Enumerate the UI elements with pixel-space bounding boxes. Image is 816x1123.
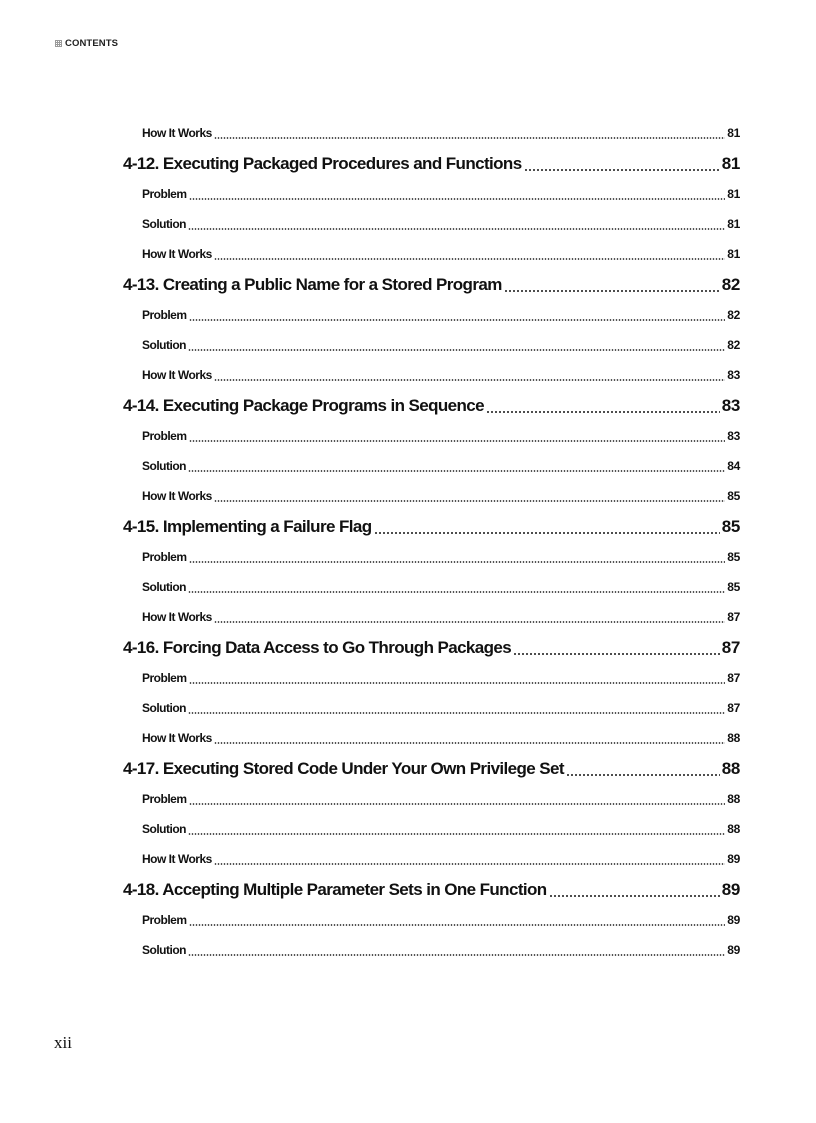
toc-recipe-entry[interactable] bbox=[123, 148, 740, 179]
toc-entry-page: 87 bbox=[727, 610, 740, 624]
toc-entry-page: 88 bbox=[727, 822, 740, 836]
toc-subentry[interactable] bbox=[123, 330, 740, 360]
toc-subentry[interactable] bbox=[123, 360, 740, 390]
toc-entry-title: Problem bbox=[142, 187, 187, 201]
toc-entry-page: 84 bbox=[727, 459, 740, 473]
dot-leader bbox=[214, 742, 725, 744]
toc-subentry[interactable] bbox=[123, 542, 740, 572]
dot-leader bbox=[189, 440, 726, 442]
toc-entry-title: Solution bbox=[142, 217, 186, 231]
toc-entry-title: Problem bbox=[142, 792, 187, 806]
toc-subentry[interactable] bbox=[123, 784, 740, 814]
dot-leader bbox=[189, 198, 726, 200]
toc-entry-title: How It Works bbox=[142, 247, 212, 261]
toc-entry-title: 4-15. Implementing a Failure Flag bbox=[123, 516, 372, 536]
toc-entry-title: Problem bbox=[142, 913, 187, 927]
dot-leader bbox=[374, 532, 720, 534]
toc-entry-page: 89 bbox=[727, 943, 740, 957]
dot-leader bbox=[549, 895, 720, 897]
toc-subentry[interactable] bbox=[123, 209, 740, 239]
toc-entry-title: How It Works bbox=[142, 489, 212, 503]
dot-leader bbox=[188, 591, 725, 593]
toc-entry-page: 88 bbox=[727, 792, 740, 806]
toc-entry-title: How It Works bbox=[142, 368, 212, 382]
toc-entry-page: 87 bbox=[721, 637, 740, 657]
dot-leader bbox=[214, 258, 725, 260]
toc-entry-page: 85 bbox=[727, 489, 740, 503]
running-header bbox=[55, 38, 118, 49]
toc-subentry[interactable] bbox=[123, 118, 740, 148]
toc-subentry[interactable] bbox=[123, 572, 740, 602]
toc-entry-title: 4-13. Creating a Public Name for a Stored Program bbox=[123, 274, 502, 294]
dot-leader bbox=[188, 349, 725, 351]
toc-entry-page: 83 bbox=[727, 429, 740, 443]
toc-entry-page: 83 bbox=[721, 395, 740, 415]
toc-entry-title: How It Works bbox=[142, 731, 212, 745]
toc-subentry[interactable] bbox=[123, 814, 740, 844]
toc-entry-page: 87 bbox=[727, 701, 740, 715]
toc-entry-title: How It Works bbox=[142, 610, 212, 624]
toc-entry-title: Solution bbox=[142, 701, 186, 715]
toc-entry-title: How It Works bbox=[142, 852, 212, 866]
toc-subentry[interactable] bbox=[123, 723, 740, 753]
dot-leader bbox=[189, 924, 726, 926]
toc-subentry[interactable] bbox=[123, 481, 740, 511]
toc-recipe-entry[interactable] bbox=[123, 874, 740, 905]
toc-entry-title: Problem bbox=[142, 671, 187, 685]
toc-subentry[interactable] bbox=[123, 663, 740, 693]
contents-grid-icon bbox=[55, 40, 62, 47]
dot-leader bbox=[214, 621, 725, 623]
dot-leader bbox=[188, 228, 725, 230]
toc-entry-title: Problem bbox=[142, 429, 187, 443]
toc-subentry[interactable] bbox=[123, 935, 740, 965]
toc-entry-title: 4-18. Accepting Multiple Parameter Sets in One Function bbox=[123, 879, 547, 899]
toc-recipe-entry[interactable] bbox=[123, 511, 740, 542]
dot-leader bbox=[188, 833, 725, 835]
toc-entry-title: 4-17. Executing Stored Code Under Your Own Privilege Set bbox=[123, 758, 564, 778]
dot-leader bbox=[189, 561, 726, 563]
toc-recipe-entry[interactable] bbox=[123, 269, 740, 300]
toc-entry-page: 81 bbox=[727, 217, 740, 231]
toc-entry-page: 81 bbox=[721, 153, 740, 173]
header-label: CONTENTS bbox=[65, 38, 119, 49]
toc-subentry[interactable] bbox=[123, 300, 740, 330]
toc-entry-title: Solution bbox=[142, 580, 186, 594]
dot-leader bbox=[189, 803, 726, 805]
toc-entry-title: Solution bbox=[142, 943, 186, 957]
dot-leader bbox=[214, 137, 725, 139]
dot-leader bbox=[188, 712, 725, 714]
toc-recipe-entry[interactable] bbox=[123, 753, 740, 784]
dot-leader bbox=[188, 954, 725, 956]
toc-subentry[interactable] bbox=[123, 602, 740, 632]
toc-subentry[interactable] bbox=[123, 179, 740, 209]
dot-leader bbox=[566, 774, 720, 776]
toc-entry-page: 83 bbox=[727, 368, 740, 382]
toc-entry-page: 88 bbox=[721, 758, 740, 778]
toc-entry-page: 81 bbox=[727, 187, 740, 201]
dot-leader bbox=[214, 379, 725, 381]
toc-entry-page: 85 bbox=[727, 580, 740, 594]
toc-entry-page: 87 bbox=[727, 671, 740, 685]
toc-entry-page: 81 bbox=[727, 126, 740, 140]
dot-leader bbox=[189, 682, 726, 684]
dot-leader bbox=[524, 169, 720, 171]
toc-entry-title: Solution bbox=[142, 822, 186, 836]
dot-leader bbox=[188, 470, 725, 472]
toc-subentry[interactable] bbox=[123, 451, 740, 481]
toc-entry-title: 4-14. Executing Package Programs in Sequence bbox=[123, 395, 484, 415]
toc-entry-title: Solution bbox=[142, 459, 186, 473]
toc-subentry[interactable] bbox=[123, 905, 740, 935]
toc-entry-title: Problem bbox=[142, 550, 187, 564]
toc-entry-page: 82 bbox=[727, 308, 740, 322]
table-of-contents bbox=[123, 118, 740, 965]
toc-entry-page: 89 bbox=[721, 879, 740, 899]
dot-leader bbox=[214, 500, 725, 502]
toc-entry-page: 88 bbox=[727, 731, 740, 745]
toc-entry-page: 85 bbox=[727, 550, 740, 564]
toc-entry-page: 85 bbox=[721, 516, 740, 536]
toc-entry-page: 89 bbox=[727, 852, 740, 866]
toc-entry-page: 82 bbox=[727, 338, 740, 352]
toc-entry-title: 4-16. Forcing Data Access to Go Through Packages bbox=[123, 637, 512, 657]
toc-entry-page: 89 bbox=[727, 913, 740, 927]
toc-subentry[interactable] bbox=[123, 693, 740, 723]
dot-leader bbox=[504, 290, 720, 292]
toc-recipe-entry[interactable] bbox=[123, 390, 740, 421]
toc-entry-title: 4-12. Executing Packaged Procedures and Functions bbox=[123, 153, 522, 173]
dot-leader bbox=[189, 319, 726, 321]
toc-entry-title: Solution bbox=[142, 338, 186, 352]
toc-subentry[interactable] bbox=[123, 239, 740, 269]
toc-entry-page: 81 bbox=[727, 247, 740, 261]
dot-leader bbox=[513, 653, 720, 655]
toc-recipe-entry[interactable] bbox=[123, 632, 740, 663]
toc-entry-page: 82 bbox=[721, 274, 740, 294]
toc-subentry[interactable] bbox=[123, 421, 740, 451]
toc-subentry[interactable] bbox=[123, 844, 740, 874]
dot-leader bbox=[486, 411, 720, 413]
toc-entry-title: Problem bbox=[142, 308, 187, 322]
toc-entry-title: How It Works bbox=[142, 126, 212, 140]
dot-leader bbox=[214, 863, 725, 865]
page-number: xii bbox=[54, 1033, 72, 1052]
